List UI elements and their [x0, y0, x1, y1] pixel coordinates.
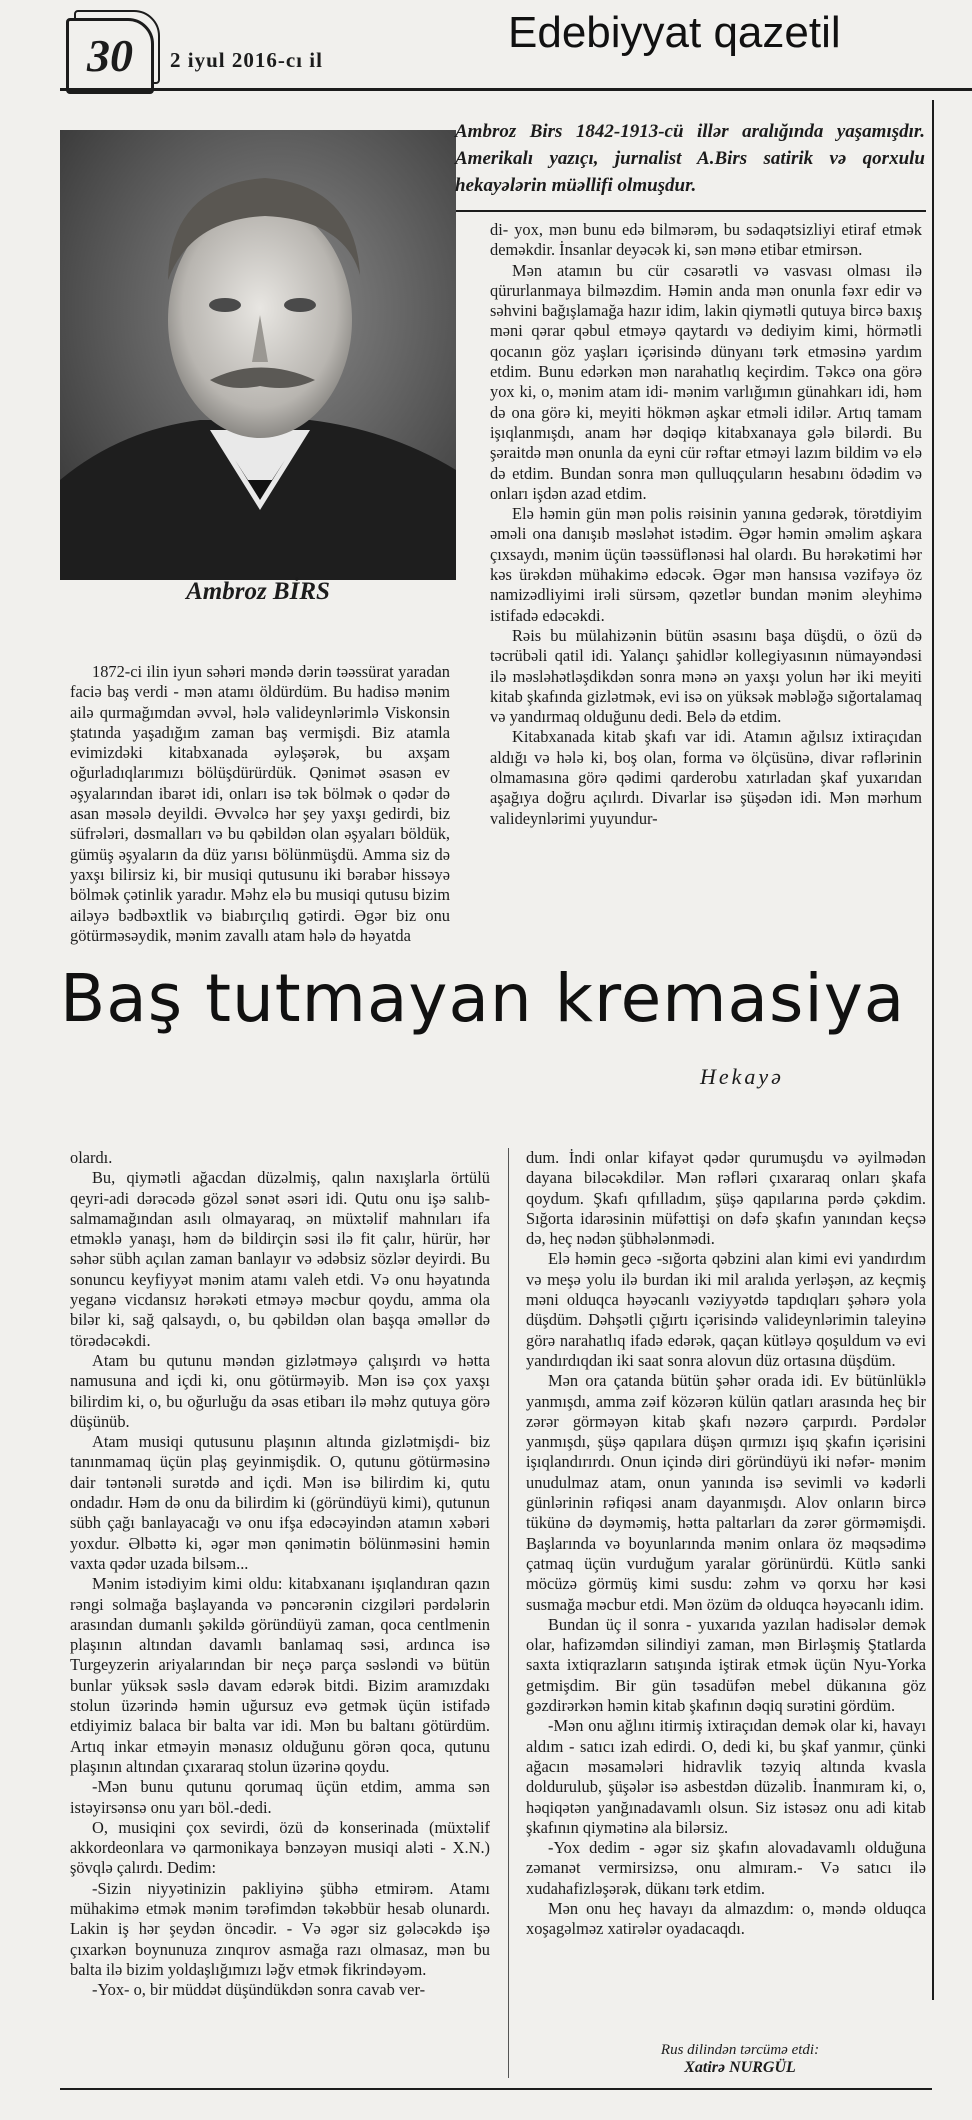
paragraph: dum. İndi onlar kifayət qədər qurumuşdu və əyilmədən dayana biləcəkdilər. Mən rəfləri çıxararaq onları şkafa qoydum. Şkafı qıfılladım, şüşə qapılarına pərdə çəkdim. Sığorta idarəsinin müfəttişi on dəfə şkafın yanından keçsə də, heç nədən şübhələnmədi.	[526, 1148, 926, 1249]
page-number: 30	[66, 18, 154, 94]
paragraph: olardı.	[70, 1148, 113, 1167]
paragraph: 1872-ci ilin iyun səhəri məndə dərin təəssürat yaradan faciə baş verdi - mən atamı öldürdüm. Bu hadisə mənim ailə qurmağımdan əvvəl, hələ valideynlərimlə Viskonsin ştatında yaşadığım zaman baş vermişdi. Biz atamla evimizdəki kitabxanada əyləşərək, bu axşam oğurladıqlarımızı bölüşdürürdük. Qənimət əsasən ev əşyalarından ibarət idi, onları isə tək bölmək o qədər də asan məsələ deyildi. Əvvəlcə hər şey yaxşı gedirdi, biz süfrələri, dəsmalları və bu qəbildən olan əşyaları böldük, gümüş əşyaların da düz yarısı bölünmüşdü. Amma siz də yaxşı bilirsiz ki, bir musiqi qutusunu iki bərabər hissəyə bölmək çətinlik yaradır. Məhz elə bu musiqi qutusu bizim ailəyə bədbəxtlik və biabırçılıq gətirdi. Əgər biz onu götürməsəydik, mənim zavallı atam hələ də həyatda	[70, 662, 450, 945]
article-column-top-right	[490, 220, 922, 829]
article-column-bottom-left	[70, 1148, 490, 2000]
author-portrait	[60, 130, 456, 580]
translator-note: Rus dilindən tərcümə etdi:	[660, 2042, 820, 2058]
newspaper-title: Edebiyyat qazetil	[508, 8, 841, 57]
paragraph: Mənim istədiyim kimi oldu: kitabxananı işıqlandıran qazın rəngi solmağa başlayanda və pəncərənin cizgiləri pərdələrin arasından dumanlı şəkildə göründüyü zaman, qoca centlmenin plaşının altından davamlı banlamaq səsi, ardınca isə Turgeyzerin ariyalarından bir neçə parça səsləndi və bütün bunlar yüksək səslə davam edərək bitdi. Bizim aramızdakı stolun üzərində həmin uğursuz evə getmək üçün istifadə etdiyimiz balaca bir balta var idi. Mən bu baltanı götürdüm. Artıq inkar etməyin mənasız olduğunu görən qoca, qutunu plaşının altından çıxararaq stolun üzərinə qoydu.	[70, 1574, 490, 1776]
paragraph: Elə həmin gecə -sığorta qəbzini alan kimi evi yandırdım və meşə yolu ilə burdan iki mil aralıda yerləşən, az keçmiş məni olduqca həyəcanlı vəziyyətdə tapdıqları şəhərə yola düşdüm. Dəhşətli çığırtı içərisində valideynlərimin taleyinə görə narahatlıq ifadə edərək, qaçan kütləyə qoşuldum və evi yandırdıqdan iki saat sonra alovun düz ortasına düşdüm.	[526, 1249, 926, 1370]
translator-name: Xatirə NURGÜL	[684, 2059, 796, 2076]
article-headline: Baş tutmayan kremasiya	[60, 960, 906, 1037]
article-column-top-left	[70, 662, 450, 946]
column-divider	[508, 1148, 509, 2078]
paragraph: Kitabxanada kitab şkafı var idi. Atamın ağılsız ixtiraçıdan aldığı və hələ ki, boş olan, forma və ölçüsünə, divar rəflərinin olmamasına görə qədimi qarderobu xatırladan şkaf yuxarıdan aşağıya doğru açılırdı. Divarlar isə şüşədən idi. Mən mərhum valideynlərimi yuyundur-	[490, 727, 922, 828]
portrait-photo	[60, 130, 456, 580]
paragraph: Mən ora çatanda bütün şəhər orada idi. Ev bütünlüklə yanmışdı, amma zəif közərən külün qatları arasında heç bir zərər görməyən kitab şkafı nəzərə çarpırdı. Pərdələr yanmışdı, şüşə qapılara düşən qırmızı işıq şkafın içərisini işıqlandırırdı. Onun içində diri göründüyü iki nəfər- mənim unudulmaz atam, onun yanında isə sevimli və kədərli günlərinin rəfiqəsi anam dayanmışdı. Alov onların bircə tükünə də dəyməmiş, hətta paltarları da zərər görməmişdi. Başlarında və boyunlarında mənim onlara öz məqsədimə çatmaq üçün vurduğum yaralar görünürdü. Kütlə sanki möcüzə görmüş kimi susdu: zəhm və qorxu hər kəsi susmağa məcbur etdi. Mən özüm də olduqca həyəcanlı idim.	[526, 1371, 926, 1614]
portrait-caption: Ambroz BİRS	[186, 578, 330, 605]
header-rule	[60, 88, 972, 91]
paragraph: di- yox, mən bunu edə bilmərəm, bu sədaqətsizliyi etiraf etmək deməkdir. İnsanlar deyəcək ki, sən mənə etibar etmirsən.	[490, 220, 922, 260]
intro-rule	[456, 210, 926, 212]
paragraph: -Yox dedim - əgər siz şkafın alovadavamlı olduğuna zəmanət vermirsizsə, onu almıram.- Və satıcı ilə xudahafizləşərək, dükanı tərk etdim.	[526, 1838, 926, 1898]
article-column-bottom-right	[526, 1148, 926, 1940]
paragraph: Mən atamın bu cür cəsarətli və vasvası olması ilə qürurlanmaya bilməzdim. Həmin anda mən onunla fəxr edir və səhvini bağışlamağa hazır idim, lakin qiymətli qutuya bircə baxış məni qərar qəbul etməyə qaytardı və dediyim kimi, hörmətli qocanın göz yaşları içərisində dünyanı tərk etməsinə yardım etdim. Bunu edərkən mən narahatlıq keçirdim. Təkcə ona görə yox ki, o, mənim atam idi- mənim varlığımın günahkarı idi, həm də ona görə ki, meyiti hökmən aşkar etməli idilər. Artıq tamam işıqlanmışdı, anam hər dəqiqə kitabxanaya gələ bilərdi. Bu şəraitdə mən onunla da eyni cür rəftar etməyi lazım bildim və elə də etdim. Bundan sonra mən qulluqçuların hesabını ödədim və onları işdən azad etdim.	[490, 260, 922, 503]
footer-rule	[60, 2088, 932, 2090]
paragraph: Atam musiqi qutusunu plaşının altında gizlətmişdi- biz tanınmamaq üçün plaş geyinmişdik. O, qutunu götürməsinə dair təntənəli surətdə and içdi. Mən isə bilirdim ki, qutu ondadır. Həm də onu da bilirdim ki (göründüyü kimi), qutunun sübh çağı banlayacağı və onu ifşa edəcəyindən atamın xəbəri yoxdur. Əlbəttə ki, əgər mən qənimətin bölünməsini həmin vaxta qədər uzada bilsəm...	[70, 1432, 490, 1573]
paragraph: Rəis bu mülahizənin bütün əsasını başa düşdü, o özü də təcrübəli qatil idi. Yalançı şahidlər kollegiyasının nümayəndəsi ilə məsləhətləşdikdən sonra mənə ən yaxşı yolun hər iki meyiti kitab şkafında gizlətmək, evi isə on yüksək məbləğə sığortalamaq və yandırmaq olduğunu dedi. Belə də etdim.	[490, 625, 922, 727]
issue-date: 2 iyul 2016-cı il	[170, 48, 323, 72]
translator-signature	[560, 2042, 920, 2077]
paragraph: O, musiqini çox sevirdi, özü də konserinada (müxtəlif akkordeonlara və qarmonikaya bənzəyən musiqi aləti - X.N.) şövqlə çalırdı. Dedim:	[70, 1817, 490, 1878]
author-intro: Ambroz Birs 1842-1913-cü illər aralığında yaşamışdır. Amerikalı yazıçı, jurnalist A.Birs satirik və qorxulu hekayələrin müəllifi olmuşdur.	[455, 121, 925, 196]
paragraph: Bundan üç il sonra - yuxarıda yazılan hadisələr demək olar, hafizəmdən silindiyi zaman, mən Birləşmiş Ştatlarda saxta ixtiqrazların satışında iştirak etmək üçün Nyu-Yorka getmişdim. Bir gün təsadüfən mebel dükanına göz gəzdirərkən həmin kitab şkafının dəqiq surətini gördüm.	[526, 1614, 926, 1716]
paragraph: -Mən onu ağlını itirmiş ixtiraçıdan demək olar ki, havayı aldım - satıcı izah edirdi. O, dedi ki, bu şkaf yanmır, çünki ağacın məsamələri hidravlik təzyiq altında kvasla doldurulub, şüşələr isə asbestdən düzəlib. İnanmıram ki, o, həqiqətən yanğınadavamlı olsun. Siz istəsəz onu adi kitab şkafının qiymətinə ala bilərsiz.	[526, 1716, 926, 1837]
article-genre: Hekayə	[700, 1064, 784, 1089]
paragraph: Bu, qiymətli ağacdan düzəlmiş, qalın naxışlarla örtülü qeyri-adi dərəcədə gözəl sənət əsəri idi. Qutu onu işə salıb-salmamağından asılı olmayaraq, ən müxtəlif mahnıları ifa etməklə yanaşı, həm də bildirçin səsi ilə fit çalır, hürür, hər səhər sübh açılan zaman banlayır və ədəbsiz sözlər deyirdi. Bu sonuncu keyfiyyət mənim atamı valeh etdi. Və onu həyatında yeganə vicdansız hərəkəti etməyə məcbur qoydu, amma ola bilər ki, sağ qalsaydı, o, bu qəbildən olan başqa əməllər də törədəcəkdi.	[70, 1168, 490, 1350]
paragraph: Mən onu heç havayı da almazdım: o, məndə olduqca xoşagəlməz xatirələr oyadacaqdı.	[526, 1898, 926, 1939]
paragraph: -Yox- o, bir müddət düşündükdən sonra cavab ver-	[92, 1980, 426, 2000]
paragraph: Atam bu qutunu məndən gizlətməyə çalışırdı və hətta namusuna and içdi ki, onu götürməyib. Mən isə çox yaxşı bilirdim ki, o, bu oğurluğu da əsas etibarı ilə məhz qutuya görə düşünüb.	[70, 1350, 490, 1431]
paragraph: Elə həmin gün mən polis rəisinin yanına gedərək, törətdiyim əməli ona danışıb məsləhət istədim. Əgər həmin əməlim aşkara çıxsaydı, mənim üçün təəssüflənəsi hal olardı. Bu hərəkətimi hər kəs ürəkdən mühakimə edəcək. Əgər mən hansısa vəzifəyə öz namizədliyimi irəli sürsəm, qəzetlər bundan mənim əleyhimə istifadə edəcəkdi.	[490, 504, 922, 625]
page-side-rule	[932, 100, 934, 2000]
paragraph: -Mən bunu qutunu qorumaq üçün etdim, amma sən istəyirsənsə onu yarı böl.-dedi.	[70, 1777, 490, 1817]
paragraph: -Sizin niyyətinizin pakliyinə şübhə etmirəm. Atamı mühakimə etmək mənim tərəfimdən təkəbbür hesab olunardı. Lakin iş hər şeydən öncədir. - Və əgər siz gələcəkdə işə çıxarkən boynunuza zınqırov asmağa razı olmasaz, mən bu balta ilə bizim yoldaşlığımızı ləğv etmək fikrindəyəm.	[70, 1878, 490, 1979]
